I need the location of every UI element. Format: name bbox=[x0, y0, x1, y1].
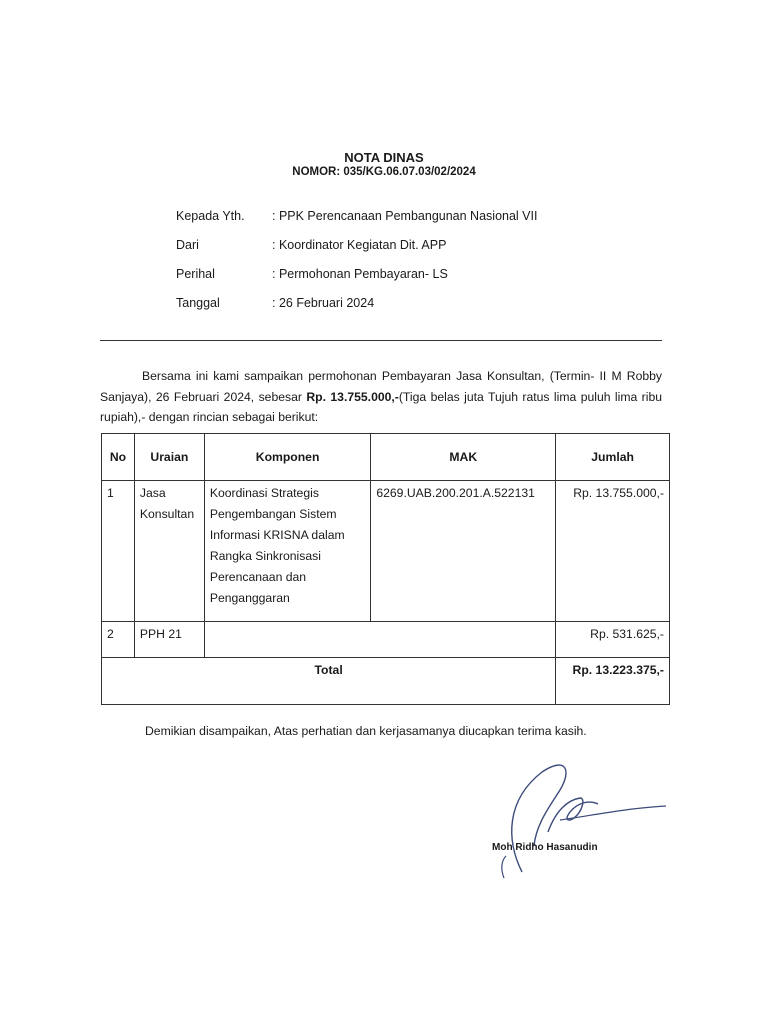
meta-label: Perihal bbox=[176, 267, 215, 281]
row-jumlah: Rp. 13.755.000,- bbox=[573, 486, 664, 500]
total-value: Rp. 13.223.375,- bbox=[572, 663, 664, 677]
row-no: 1 bbox=[107, 486, 114, 500]
col-uraian: Uraian bbox=[134, 434, 204, 481]
meta-label: Tanggal bbox=[176, 296, 220, 310]
body-intro-cont: (Tiga belas juta Tujuh ratus lima puluh lima ribu rupiah),- dengan rincian sebagai berikut: bbox=[100, 389, 663, 424]
total-label: Total bbox=[314, 663, 343, 677]
row-uraian-line: Konsultan bbox=[139, 507, 195, 521]
col-jumlah: Jumlah bbox=[556, 434, 670, 481]
komponen-line: Perencanaan dan bbox=[209, 570, 307, 584]
meta-label: Dari bbox=[176, 238, 199, 252]
signatory-name: Moh Ridho Hasanudin bbox=[492, 842, 598, 853]
meta-value: : Koordinator Kegiatan Dit. APP bbox=[272, 238, 447, 252]
body-intro: Bersama ini kami sampaikan permohonan Pembayaran Jasa Konsultan, (Termin- II M Robby Sanjaya), 26 Februari 2024, sebesar bbox=[100, 369, 662, 404]
closing-text: Demikian disampaikan, Atas perhatian dan kerjasamanya diucapkan terima kasih. bbox=[145, 724, 587, 738]
col-mak: MAK bbox=[371, 434, 556, 481]
row-mak: 6269.UAB.200.201.A.522131 bbox=[376, 486, 535, 500]
row-no: 2 bbox=[107, 627, 114, 641]
meta-value: : Permohonan Pembayaran- LS bbox=[272, 267, 448, 281]
header-divider bbox=[100, 340, 662, 341]
row-jumlah: Rp. 531.625,- bbox=[590, 627, 664, 641]
komponen-line: Pengembangan Sistem bbox=[209, 507, 337, 521]
col-no: No bbox=[102, 434, 135, 481]
body-paragraph bbox=[100, 366, 662, 428]
table-total-row bbox=[102, 658, 670, 705]
komponen-line: Rangka Sinkronisasi bbox=[209, 549, 321, 563]
komponen-line: Penganggaran bbox=[209, 591, 290, 605]
signature-mark bbox=[490, 760, 670, 880]
table-row bbox=[102, 622, 670, 658]
table-header-row bbox=[102, 434, 670, 481]
row-uraian: PPH 21 bbox=[139, 627, 182, 641]
komponen-line: Informasi KRISNA dalam bbox=[209, 528, 345, 542]
col-komponen: Komponen bbox=[204, 434, 371, 481]
row-uraian-line: Jasa bbox=[139, 486, 166, 500]
row-komponen bbox=[205, 481, 371, 611]
meta-value: : 26 Februari 2024 bbox=[272, 296, 375, 310]
komponen-line: Koordinasi Strategis bbox=[209, 486, 319, 500]
meta-label: Kepada Yth. bbox=[176, 209, 245, 223]
document-title: NOTA DINAS bbox=[344, 150, 424, 165]
row-uraian bbox=[135, 481, 204, 527]
meta-value: : PPK Perencanaan Pembangunan Nasional VII bbox=[272, 209, 538, 223]
body-amount: Rp. 13.755.000,- bbox=[306, 389, 399, 404]
document-number: NOMOR: 035/KG.06.07.03/02/2024 bbox=[292, 166, 476, 178]
payment-table bbox=[101, 433, 670, 705]
table-row bbox=[102, 481, 670, 622]
